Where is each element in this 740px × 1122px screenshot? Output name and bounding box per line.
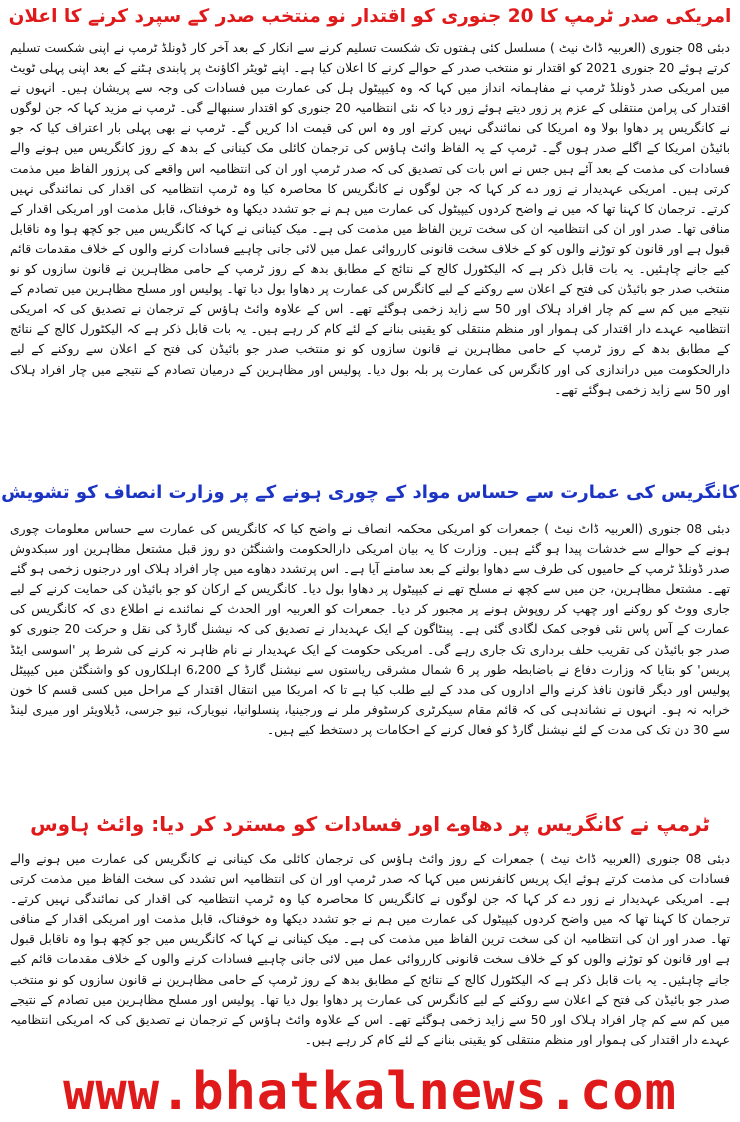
article-1-body: دبئی 08 جنوری (العربیہ ڈاٹ نیٹ ) مسلسل کئی ہفتوں تک شکست تسلیم کرنے سے انکار کے بعد آخر کار ڈونلڈ ٹرمپ نے اپنی شکست تسلیم کرتے ہوئے 20 جنوری 2021 کو اقتدار نو منتخب صدر کے حوالے کرنے کا اعلان کیا ہے۔ اپنے ٹویٹر اکاؤنٹ پر پابندی ہٹنے کے بعد اپنی پہلی ٹویٹ میں امریکی صدر ڈونلڈ ٹرمپ نے مفاہمانہ انداز میں کہا کہ وہ کیپیٹول ہل کی عمارت میں فسادات کی وجہ سے پریشان ہیں۔ انہوں نے اقتدار کی پرامن منتقلی کے عزم پر زور دیتے ہوئے زور دیا کہ نئی انتظامیہ 20 جنوری کو اقتدار سنبھالے گی۔ ٹرمپ نے مزید کہا کہ جن لوگوں نے کانگریس پر دھاوا بولا وہ امریکا کی نمائندگی نہیں کرتے اور وہ اس کی قیمت ادا کریں گے۔ ٹرمپ نے بھی پہلی بار اعتراف کیا کہ جو بائیڈن امریکا کے اگلے صدر ہوں گے۔ ٹرمپ کے یہ الفاظ وائٹ ہاؤس کی ترجمان کائلی مک کینانی کے بدھ کے روز کانگریس میں ہونے والے فسادات کی مذمت کے بعد آئے ہیں جس نے اس بات کی تصدیق کی کہ صدر ٹرمپ اور ان کی انتظامیہ اس واقعے کی پرزور الفاظ میں مذمت کرتی ہیں۔ امریکی عہدیدار نے زور دے کر کہا کہ جن لوگوں نے کانگریس کا محاصرہ کیا وہ ٹرمپ انتظامیہ کی اقدار کی نمائندگی نہیں کرتے۔ ترجمان کا کہنا تھا کہ میں نے واضح کردوں کیپیٹول کی عمارت میں ہم نے جو تشدد دیکھا وہ خوفناک، قابل مذمت اور امریکی اقدار کے منافی تھا۔ صدر اور ان کی انتظامیہ ان کی سخت ترین الفاظ میں مذمت کی ہے۔ میک کینانی نے کہا کہ کانگریس میں جو کچھ ہوا وہ ناقابل قبول ہے اور قانون کو توڑنے والوں کو کے خلاف سخت قانونی کارروائی عمل میں لائی جانی چاہیے فسادات کرنے والوں کے خلاف مقدمات قائم کیے جانے چاہئیں۔ یہ بات قابل ذکر ہے کہ الیکٹورل کالج کے نتائج کے مطابق بدھ کے روز ٹرمپ کے حامی مظاہرین نے قانون سازوں کو نو منتخب صدر جو بائیڈن کی فتح کے اعلان سے روکنے کے لیے کانگرس کی عمارت پر دھاوا بول دیا تھا۔ پولیس اور مسلح مظاہرین میں تصادم کے نتیجے میں کم سے کم چار افراد ہلاک اور 50 سے زاید زخمی ہوگئے تھے۔ اس کے علاوہ وائٹ ہاؤس کے ترجمان نے تصدیق کی کہ امریکی انتظامیہ عہدے دار اقتدار کی ہموار اور منظم منتقلی کو یقینی بنانے کے لئے کام کر رہے ہیں۔ یہ بات قابل ذکر ہے کہ الیکٹورل کالج کے نتائج کے مطابق بدھ کے روز ٹرمپ کے حامی مظاہرین نے قانون سازوں کو نو منتخب صدر جو بائیڈن کی فتح کے اعلان سے روکنے کے لیے دارالحکومت میں دراندازی کی اور کانگرس کی عمارت پر بلہ بول دیا۔ پولیس اور مظاہرین کے درمیان تصادم کے نتیجے میں چار افراد ہلاک اور 50 سے زاید زخمی ہوگئے تھے۔ bbox=[10, 41, 730, 397]
article-3-body: دبئی 08 جنوری (العربیہ ڈاٹ نیٹ ) جمعرات کے روز وائٹ ہاؤس کی ترجمان کائلی مک کینانی نے کانگریس کی عمارت میں ہونے والے فسادات کی مذمت کرتے ہوئے ایک پریس کانفرنس میں کہا کہ صدر ٹرمپ اور ان کی انتظامیہ اس تشدد کی سخت الفاظ میں مذمت کرتی ہے۔ امریکی عہدیدار نے زور دے کر کہا کہ جن لوگوں نے کانگریس کا محاصرہ کیا وہ ٹرمپ انتظامیہ کی اقدار کی نمائندگی نہیں کرتے۔ ترجمان کا کہنا تھا کہ میں واضح کردوں کیپیٹول کی عمارت میں ہم نے جو تشدد دیکھا وہ خوفناک، قابل مذمت اور امریکی اقدار کے منافی تھا۔ صدر اور ان کی انتظامیہ ان کی سخت ترین الفاظ میں مذمت کی ہے۔ میک کینانی نے کہا کہ کانگریس میں جو کچھ ہوا وہ ناقابل قبول ہے اور قانون کو توڑنے والوں کو کے خلاف سخت قانونی کارروائی عمل میں لائی جانی چاہیے فسادات کرنے والوں کے خلاف مقدمات قائم کیے جانے چاہئیں۔ یہ بات قابل ذکر ہے کہ الیکٹورل کالج کے نتائج کے مطابق بدھ کے روز ٹرمپ کے حامی مظاہرین نے قانون سازوں کو نو منتخب صدر جو بائیڈن کی فتح کے اعلان سے روکنے کے لیے کانگرس کی عمارت پر دھاوا بول دیا تھا۔ پولیس اور مسلح مظاہرین میں تصادم کے نتیجے میں کم سے کم چار افراد ہلاک اور 50 سے زاید زخمی ہوگئے تھے۔ اس کے علاوہ وائٹ ہاؤس کے ترجمان نے تصدیق کی کہ امریکی انتظامیہ عہدے دار اقتدار کی ہموار اور منظم منتقلی کو یقینی بنانے کے لئے کام کر رہے ہیں۔ bbox=[10, 852, 730, 1047]
article-2-headline: کانگریس کی عمارت سے حساس مواد کے چوری ہونے کے پر وزارت انصاف کو تشویش bbox=[1, 482, 739, 503]
article-3-headline: ٹرمپ نے کانگریس پر دھاوے اور فسادات کو مسترد کر دیا: وائٹ ہاوس bbox=[30, 812, 710, 836]
article-1-headline: امریکی صدر ٹرمپ کا 20 جنوری کو اقتدار نو منتخب صدر کے سپرد کرنے کا اعلان bbox=[8, 6, 732, 27]
site-footer: www.bhatkalnews.com bbox=[63, 1062, 677, 1122]
article-2-body: دبئی 08 جنوری (العربیہ ڈاٹ نیٹ ) جمعرات کو امریکی محکمہ انصاف نے واضح کیا کہ کانگریس کی عمارت سے حساس معلومات چوری ہونے کے حوالے سے خدشات پیدا ہو گئے ہیں۔ وزارت کا یہ بیان امریکی دارالحکومت واشنگٹن دو روز قبل مشتعل مظاہرین اور سبکدوش صدر ڈونلڈ ٹرمپ کے حامیوں کی طرف سے دھاوا بولنے کے بعد سامنے آیا ہے۔ اس پرتشدد دھاوے میں چار افراد ہلاک اور درجنوں زخمی ہو گئے تھے۔ مشتعل مظاہرین، جن میں سے کچھ نے مسلح تھے نے کیپیٹول پر دھاوا بول دیا۔ کانگریس کے ارکان کو جو بائیڈن کی حمایت کرنے کے لیے جاری ووٹ کو روکنے اور چھپ کر روپوش ہونے پر مجبور کر دیا۔ جمعرات کو العربیہ اور الحدث کے نمائندے نے اطلاع دی کہ کانگریس کی عمارت کے آس پاس نئی فوجی کمک لگادی گئی ہے۔ پینٹاگون کے ایک عہدیدار نے تصدیق کی کہ نیشنل گارڈ کی نقل و حرکت 20 جنوری کو صدر جو بائیڈن کی تقریب حلف برداری تک جاری رہے گی۔ امریکی حکومت کے ایک عہدیدار نے نام ظاہر نہ کرنے کی شرط پر 'اسوسی ایٹڈ پریس' کو بتایا کہ وزارت دفاع نے باضابطہ طور پر 6 شمال مشرقی ریاستوں سے نیشنل گارڈ کے 6،200 اہلکاروں کو واشنگٹن میں کیپیٹل پولیس اور دیگر قانون نافذ کرنے والے اداروں کی مدد کے لیے طلب کیا ہے تا کہ امریکا میں انتقال اقتدار کے مراحل میں کسی قسم کا خون خرابہ نہ ہو۔ انہوں نے نشاندہی کی کہ قائم مقام سیکرٹری کرسٹوفر ملر نے ورجینیا، پنسلوانیا، نیویارک، نیو جرسی، ڈیلاویئر اور میری لینڈ سے 30 دن تک کی مدت کے لئے نیشنل گارڈ کو فعال کرنے کے احکامات پر دستخط کیے ہیں۔ bbox=[10, 522, 730, 737]
